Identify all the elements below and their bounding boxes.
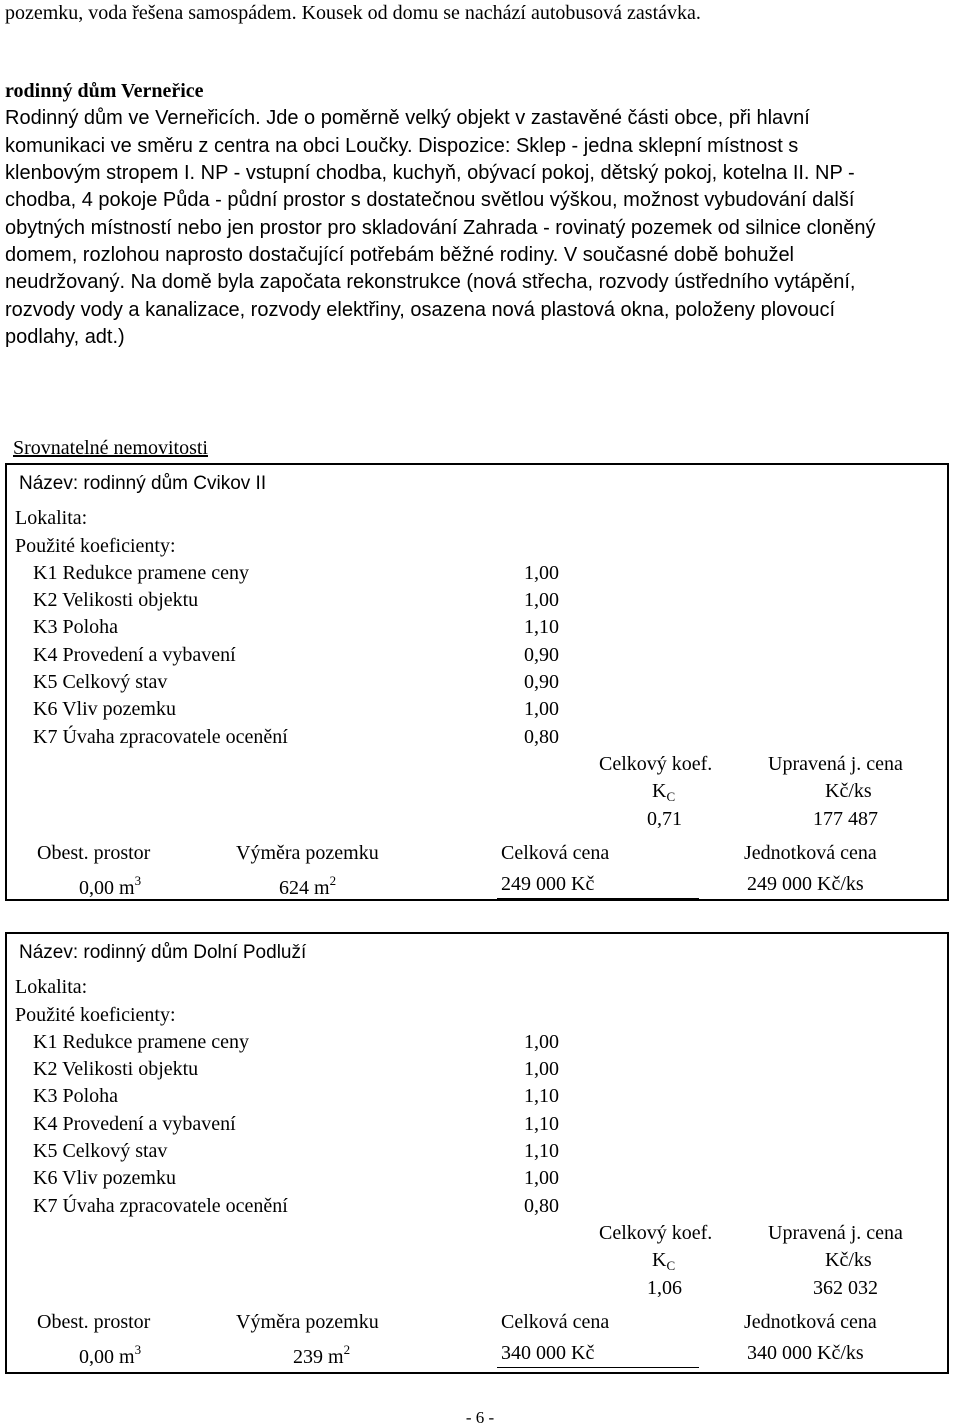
column-header-land-area: Výměra pozemku <box>236 842 379 864</box>
coefficient-label: K5 Celkový stav <box>33 671 168 693</box>
land-area-number: 624 m <box>279 877 330 899</box>
property-description-line: neudržovaný. Na domě byla započata rekonstrukce (nová střecha, rozvody ústředního vytápění, <box>5 271 856 293</box>
property-description-line: komunikaci ve směru z centra na obci Loučky. Dispozice: Sklep - jedna sklepní místnost s <box>5 135 799 157</box>
volume-value <box>79 873 141 900</box>
coefficient-value: 0,80 <box>524 1195 559 1217</box>
property-title: rodinný dům Verneřice <box>5 80 204 102</box>
column-header-unit-price: Jednotková cena <box>744 842 877 864</box>
location-label: Lokalita: <box>15 507 88 529</box>
total-price-value: 340 000 Kč <box>501 1342 595 1364</box>
column-header-total-price: Celková cena <box>501 842 610 864</box>
column-header-volume: Obest. prostor <box>37 842 151 864</box>
exponent-2: 2 <box>329 873 337 888</box>
coefficient-label: K6 Vliv pozemku <box>33 1167 176 1189</box>
total-price-underline <box>497 1367 699 1368</box>
comparable-name: Název: rodinný dům Dolní Podluží <box>19 942 307 963</box>
coefficient-value: 1,00 <box>524 698 559 720</box>
page-number: - 6 - <box>465 1408 495 1427</box>
coefficient-label: K7 Úvaha zpracovatele ocenění <box>33 1195 288 1217</box>
unit-price-value: 249 000 Kč/ks <box>747 873 864 895</box>
total-coefficient-value: 1,06 <box>647 1277 682 1299</box>
unit-label: Kč/ks <box>825 780 872 802</box>
exponent-3: 3 <box>134 873 142 888</box>
volume-value <box>79 1342 141 1369</box>
property-description-line: Rodinný dům ve Verneřicích. Jde o poměrně velký objekt v zastavěné části obce, při hlavní <box>5 107 810 129</box>
total-coefficient-label: Celkový koef. <box>599 753 713 775</box>
coefficient-value: 1,10 <box>524 1085 559 1107</box>
volume-number: 0,00 m <box>79 877 135 899</box>
column-header-land-area: Výměra pozemku <box>236 1311 379 1333</box>
coefficient-label: K4 Provedení a vybavení <box>33 1113 236 1135</box>
column-header-unit-price: Jednotková cena <box>744 1311 877 1333</box>
total-coefficient-value: 0,71 <box>647 808 682 830</box>
kc-label <box>652 780 675 805</box>
coefficient-value: 1,10 <box>524 1113 559 1135</box>
comparable-card-1 <box>5 463 949 901</box>
land-area-number: 239 m <box>293 1346 344 1368</box>
land-area-value <box>293 1342 350 1369</box>
column-header-total-price: Celková cena <box>501 1311 610 1333</box>
unit-price-value: 340 000 Kč/ks <box>747 1342 864 1364</box>
coefficient-label: K4 Provedení a vybavení <box>33 644 236 666</box>
property-description-line: podlahy, adt.) <box>5 326 125 348</box>
coefficient-value: 1,00 <box>524 589 559 611</box>
kc-letter: K <box>652 780 667 802</box>
volume-number: 0,00 m <box>79 1346 135 1368</box>
coefficient-value: 0,90 <box>524 671 559 693</box>
total-coefficient-label: Celkový koef. <box>599 1222 713 1244</box>
kc-subscript: C <box>666 1258 676 1273</box>
location-label: Lokalita: <box>15 976 88 998</box>
coefficient-label: K2 Velikosti objektu <box>33 589 199 611</box>
adjusted-price-value: 362 032 <box>813 1277 878 1299</box>
coefficient-label: K1 Redukce pramene ceny <box>33 562 250 584</box>
exponent-2: 2 <box>343 1342 351 1357</box>
coefficient-value: 1,00 <box>524 1031 559 1053</box>
kc-subscript: C <box>666 789 676 804</box>
unit-label: Kč/ks <box>825 1249 872 1271</box>
coefficient-label: K7 Úvaha zpracovatele ocenění <box>33 726 288 748</box>
property-description-line: rozvody vody a kanalizace, rozvody elektřiny, osazena nová plastová okna, položeny plovoucí <box>5 299 836 321</box>
section-title: Srovnatelné nemovitosti <box>13 437 208 459</box>
total-price-value: 249 000 Kč <box>501 873 595 895</box>
property-description-line: klenbovým stropem I. NP - vstupní chodba, kuchyň, obývací pokoj, dětský pokoj, kotelna II. NP - <box>5 162 855 184</box>
coefficient-value: 0,90 <box>524 644 559 666</box>
coefficient-label: K5 Celkový stav <box>33 1140 168 1162</box>
property-description-line: domem, rozlohou naprosto dostačující potřebám běžné rodiny. V současné době bohužel <box>5 244 795 266</box>
coefficient-value: 1,10 <box>524 616 559 638</box>
coefficient-value: 1,00 <box>524 1167 559 1189</box>
coefficient-label: K2 Velikosti objektu <box>33 1058 199 1080</box>
comparable-name: Název: rodinný dům Cvikov II <box>19 473 267 494</box>
land-area-value <box>279 873 336 900</box>
property-description-line: obytných místností nebo jen prostor pro skladování Zahrada - rovinatý pozemek od silnice cloněný <box>5 217 876 239</box>
coefficient-value: 1,00 <box>524 1058 559 1080</box>
intro-text-line: pozemku, voda řešena samospádem. Kousek od domu se nachází autobusová zastávka. <box>5 2 701 24</box>
property-description-line: chodba, 4 pokoje Půda - půdní prostor s dostatečnou světlou výškou, možnost vybudování další <box>5 189 855 211</box>
kc-letter: K <box>652 1249 667 1271</box>
adjusted-price-value: 177 487 <box>813 808 878 830</box>
column-header-volume: Obest. prostor <box>37 1311 151 1333</box>
coefficient-value: 1,00 <box>524 562 559 584</box>
coefficient-label: K1 Redukce pramene ceny <box>33 1031 250 1053</box>
adjusted-price-label: Upravená j. cena <box>768 753 903 775</box>
coefficients-label: Použité koeficienty: <box>15 1004 176 1026</box>
coefficient-label: K6 Vliv pozemku <box>33 698 176 720</box>
coefficients-label: Použité koeficienty: <box>15 535 176 557</box>
coefficient-label: K3 Poloha <box>33 1085 118 1107</box>
coefficient-value: 0,80 <box>524 726 559 748</box>
total-price-underline <box>497 898 699 899</box>
adjusted-price-label: Upravená j. cena <box>768 1222 903 1244</box>
exponent-3: 3 <box>134 1342 142 1357</box>
comparable-card-2 <box>5 932 949 1374</box>
kc-label <box>652 1249 675 1274</box>
coefficient-value: 1,10 <box>524 1140 559 1162</box>
coefficient-label: K3 Poloha <box>33 616 118 638</box>
